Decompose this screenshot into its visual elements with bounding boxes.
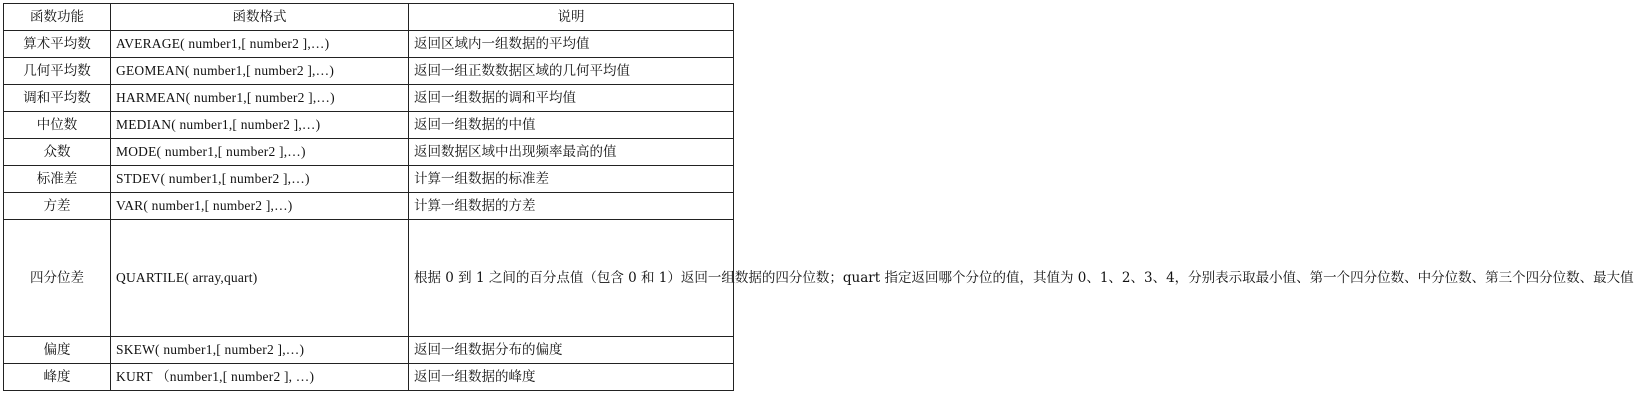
header-description: 说明: [409, 4, 734, 31]
cell-description: 计算一组数据的方差: [409, 193, 734, 220]
cell-syntax: QUARTILE( array,quart): [111, 220, 409, 337]
cell-function: 标准差: [4, 166, 111, 193]
cell-description: 返回数据区域中出现频率最高的值: [409, 139, 734, 166]
cell-function: 算术平均数: [4, 31, 111, 58]
table-row: [4, 193, 734, 220]
cell-description: 返回一组数据分布的偏度: [409, 337, 734, 364]
cell-description: 返回一组正数数据区域的几何平均值: [409, 58, 734, 85]
header-syntax: 函数格式: [111, 4, 409, 31]
cell-description: 返回一组数据的调和平均值: [409, 85, 734, 112]
table-row: [4, 31, 734, 58]
table-row: [4, 364, 734, 391]
cell-function: 调和平均数: [4, 85, 111, 112]
cell-description: 计算一组数据的标准差: [409, 166, 734, 193]
table-row: [4, 85, 734, 112]
table-header-row: [4, 4, 734, 31]
cell-syntax: KURT （number1,[ number2 ], …): [111, 364, 409, 391]
table-row: [4, 58, 734, 85]
cell-description: 返回一组数据的峰度: [409, 364, 734, 391]
cell-syntax: AVERAGE( number1,[ number2 ],…): [111, 31, 409, 58]
function-table: [3, 3, 1634, 391]
cell-function: 峰度: [4, 364, 111, 391]
cell-syntax: HARMEAN( number1,[ number2 ],…): [111, 85, 409, 112]
cell-function: 偏度: [4, 337, 111, 364]
cell-function: 几何平均数: [4, 58, 111, 85]
table-row: [4, 220, 734, 337]
cell-syntax: MODE( number1,[ number2 ],…): [111, 139, 409, 166]
cell-syntax: VAR( number1,[ number2 ],…): [111, 193, 409, 220]
header-function: 函数功能: [4, 4, 111, 31]
table-row: [4, 166, 734, 193]
cell-syntax: SKEW( number1,[ number2 ],…): [111, 337, 409, 364]
cell-function: 中位数: [4, 112, 111, 139]
cell-description: 根据 0 到 1 之间的百分点值（包含 0 和 1）返回一组数据的四分位数；quart 指定返回哪个分位的值，其值为 0、1、2、3、4，分别表示取最小值、第一个四分位数、中分位数、第三个四分位数、最大值: [409, 220, 734, 337]
cell-description: 返回一组数据的中值: [409, 112, 734, 139]
cell-function: 方差: [4, 193, 111, 220]
cell-syntax: STDEV( number1,[ number2 ],…): [111, 166, 409, 193]
table-row: [4, 112, 734, 139]
table-row: [4, 139, 734, 166]
cell-function: 众数: [4, 139, 111, 166]
table-row: [4, 337, 734, 364]
cell-function: 四分位差: [4, 220, 111, 337]
cell-description: 返回区域内一组数据的平均值: [409, 31, 734, 58]
cell-syntax: MEDIAN( number1,[ number2 ],…): [111, 112, 409, 139]
cell-syntax: GEOMEAN( number1,[ number2 ],…): [111, 58, 409, 85]
